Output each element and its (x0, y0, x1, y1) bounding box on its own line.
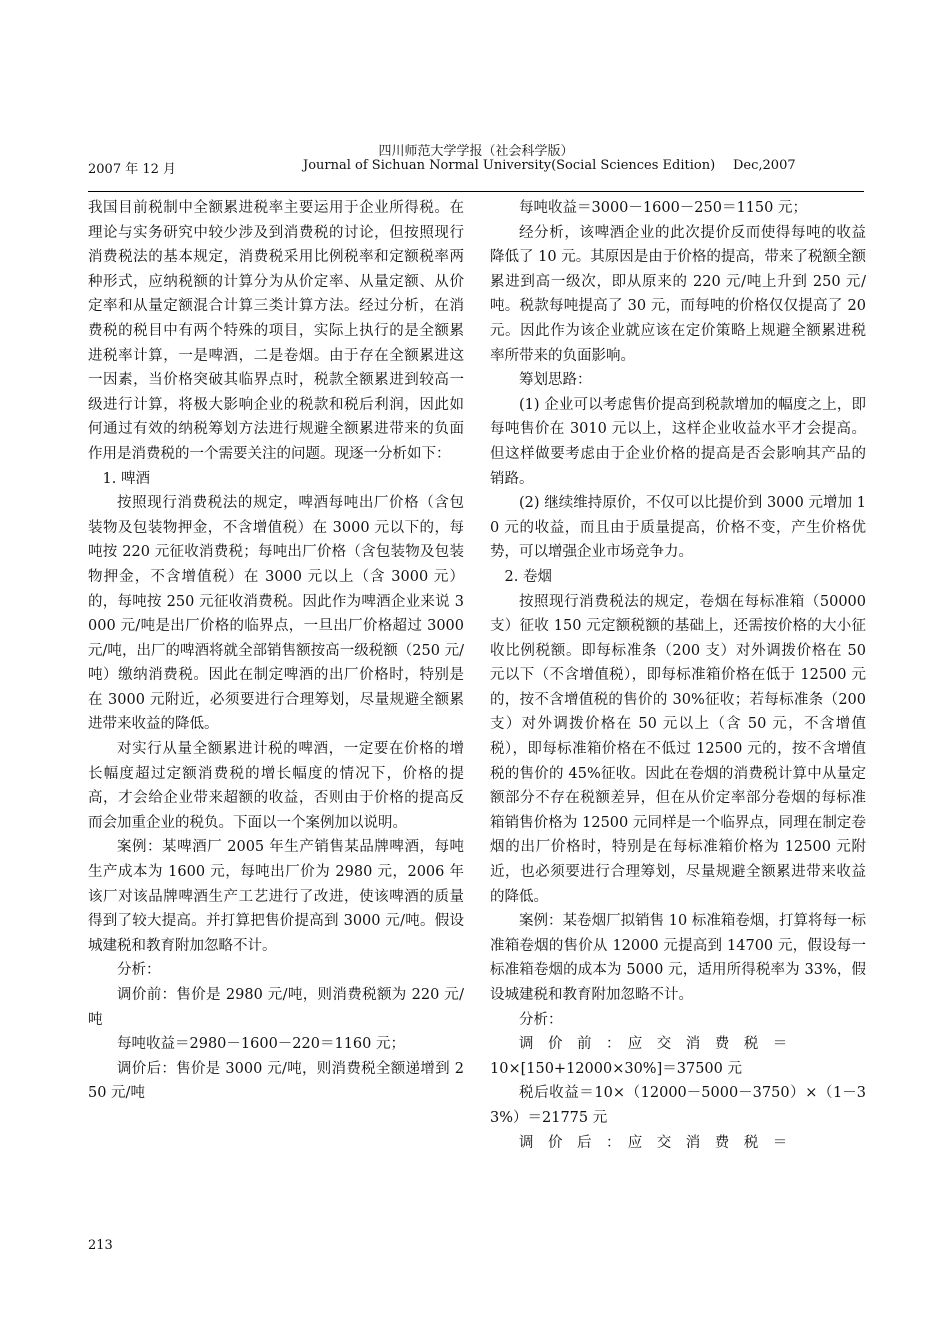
paragraph-after-tax-income: 税后收益＝10×（12000－5000－3750）×（1－33%）＝21775 元 (490, 1085, 866, 1126)
paragraph-cigarette-case: 案例：某卷烟厂拟销售 10 标准箱卷烟，打算将每一标准箱卷烟的售价从 12000 元提高到 14700 元，假设每一标准箱卷烟的成本为 5000 元，适用所得税率为 33%，假设城建税和教育附加忽略不计。 (490, 913, 866, 1003)
paragraph-plan-label: 筹划思路： (519, 372, 592, 389)
paragraph-analysis-label: 分析： (117, 962, 161, 979)
section-heading-beer: 1. 啤酒 (102, 470, 150, 487)
paragraph-income-after: 每吨收益＝3000－1600－250＝1150 元； (519, 200, 807, 216)
journal-title-en: Journal of Sichuan Normal University(Social Sciences Edition) (303, 158, 716, 173)
paragraph-plan-1: (1) 企业可以考虑售价提高到税款增加的幅度之上，即每吨售价在 3010 元以上，这样企业收益水平才会提高。但这样做要考虑由于企业价格的提高是否会影响其产品的销路。 (490, 396, 866, 487)
paragraph-cigarette-rule: 按照现行消费税法的规定，卷烟在每标准箱（50000 支）征收 150 元定额税额的基础上，还需按价格的大小征收比例税额。即每标准条（200 支）对外调拨价格在 50 元以下（不含增值税），即每标准箱价格在低于 12500 元的，按不含增值税的售价的 30%征收；若每标准条（200 支）对外调拨价格在 50 元以上（含 50 元，不含增值税），即每标准箱价格在不低过 12500 元的，按不含增值税的售价的 45%征收。因此在卷烟的消费税计算中从量定额部分不存在税额差异，但在从价定率部分卷烟的每标准箱销售价格为 12500 元同样是一个临界点，同理在制定卷烟的出厂价格时，特别是在每标准箱价格为 12500 元附近，也必须要进行合理筹划，尽量规避全额累进带来收益的降低。 (490, 593, 866, 905)
page-number: 213 (88, 1238, 113, 1253)
paragraph-before-tax-label: 调 价 前 ： 应 交 消 费 税 ＝ (519, 1036, 788, 1053)
paragraph-after-adjust: 调价后：售价是 3000 元/吨，则消费税全额递增到 250 元/吨 (88, 1060, 464, 1102)
paragraph-before-adjust: 调价前：售价是 2980 元/吨，则消费税额为 220 元/吨 (88, 987, 464, 1028)
paragraph-before-tax-formula: 10×[150+12000×30%]＝37500 元 (490, 1060, 742, 1077)
paragraph-beer-rule: 按照现行消费税法的规定，啤酒每吨出厂价格（含包装物及包装物押金，不含增值税）在 3000 元以下的，每吨按 220 元征收消费税；每吨出厂价格（含包装物及包装物押金，不含增值税）在 3000 元以上（含 3000 元）的，每吨按 250 元征收消费税。因此作为啤酒企业来说 3000 元/吨是出厂价格的临界点，一旦出厂价格超过 3000 元/吨，出厂的啤酒将就全部销售额按高一级税额（250 元/吨）缴纳消费税。因此在制定啤酒的出厂价格时，特别是在 3000 元附近，必须要进行合理筹划，尽量规避全额累进带来收益的降低。 (88, 495, 464, 733)
journal-title-cn: 四川师范大学学报（社会科学版） (378, 144, 574, 159)
left-column (88, 196, 464, 1106)
journal-header (88, 140, 864, 180)
paragraph-beer-case: 案例：某啤酒厂 2005 年生产销售某品牌啤酒，每吨生产成本为 1600 元，每吨出厂价为 2980 元，2006 年该厂对该品牌啤酒生产工艺进行了改进，使该啤酒的质量得到了较大提高。并打算把售价提高到 3000 元/吨。假设城建税和教育附加忽略不计。 (88, 839, 464, 954)
paragraph-beer-growth: 对实行从量全额累进计税的啤酒，一定要在价格的增长幅度超过定额消费税的增长幅度的情况下，价格的提高，才会给企业带来超额的收益，否则由于价格的提高反而会加重企业的税负。下面以一个案例加以说明。 (88, 741, 464, 831)
header-rule (88, 191, 864, 192)
paragraph-intro: 我国目前税制中全额累进税率主要运用于企业所得税。在理论与实务研究中较少涉及到消费税的讨论，但按照现行消费税法的基本规定，消费税采用比例税率和定额税率两种形式，应纳税额的计算分为从价定率、从量定额、从价定率和从量定额混合计算三类计算方法。经过分析，在消费税的税目中有两个特殊的项目，实际上执行的是全额累进税率计算，一是啤酒，二是卷烟。由于存在全额累进这一因素，当价格突破其临界点时，税款全额累进到较高一级进行计算，将极大影响企业的税款和税后利润，因此如何通过有效的纳税筹划方法进行规避全额累进带来的负面作用是消费税的一个需要关注的问题。现逐一分析如下： (88, 200, 464, 462)
paragraph-analysis-label-2: 分析： (519, 1011, 563, 1028)
right-column (490, 196, 866, 1155)
section-heading-cigarette: 2. 卷烟 (504, 568, 552, 585)
issue-date-cn: 2007 年 12 月 (88, 162, 177, 177)
issue-date-en: Dec,2007 (733, 158, 796, 173)
paragraph-plan-2: (2) 继续维持原价，不仅可以比提价到 3000 元增加 10 元的收益，而且由于质量提高，价格不变，产生价格优势，可以增强企业市场竞争力。 (490, 495, 866, 561)
paragraph-income-before: 每吨收益＝2980－1600－220＝1160 元； (117, 1036, 405, 1053)
paragraph-after-tax-label: 调 价 后 ： 应 交 消 费 税 ＝ (519, 1134, 788, 1151)
paragraph-beer-conclusion: 经分析，该啤酒企业的此次提价反而使得每吨的收益降低了 10 元。其原因是由于价格的提高，带来了税额全额累进到高一级次，即从原来的 220 元/吨上升到 250 元/吨。税款每吨提高了 30 元，而每吨的价格仅仅提高了 20 元。因此作为该企业就应该在定价策略上规避全额累进税率所带来的负面影响。 (490, 224, 866, 364)
